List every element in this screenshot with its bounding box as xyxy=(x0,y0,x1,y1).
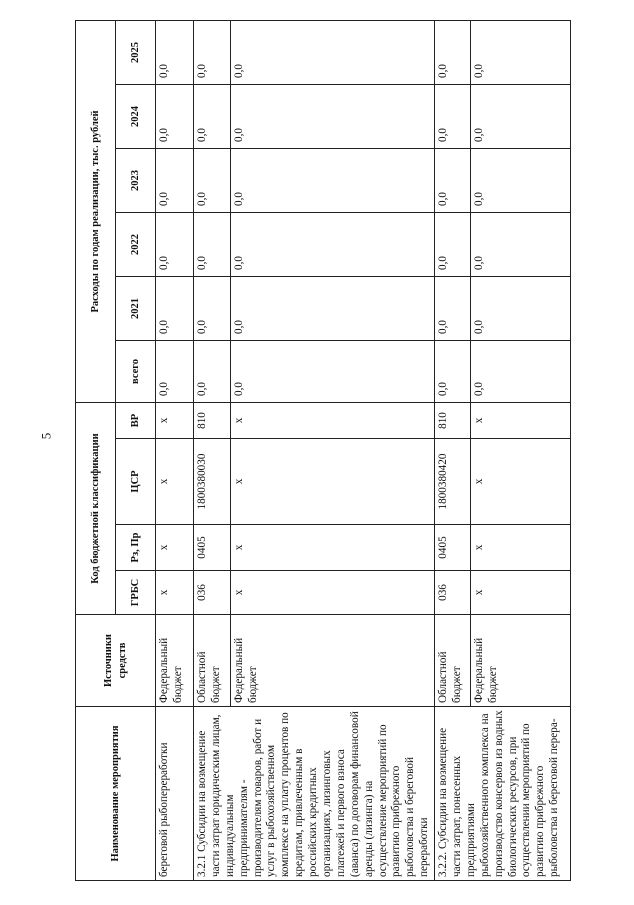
grbs-cell: х xyxy=(156,571,194,615)
table-row xyxy=(435,20,471,880)
source-cell: Федеральный бюджет xyxy=(471,615,571,707)
rzpr-cell: х xyxy=(156,525,194,571)
measure-name-3-2-1: 3.2.1 Субсидии на возмещение части затрат юридическим лицам, индивидуальным предпринимателям - производителям товаров, работ и услуг в рыбохозяйственном комплексе на уплату процентов по кредитам, привлеченным в российских кредитных организациях, лизинговых платежей и первого взноса (аванса) по договорам финансовой аренды (лизинга) на осуществление мероприятий по развитию прибрежного рыболовства и береговой переработки xyxy=(194,707,435,881)
vr-cell: х xyxy=(231,402,435,438)
vr-cell: 810 xyxy=(435,402,471,438)
value-2022: 0,0 xyxy=(231,212,435,276)
grbs-cell: 036 xyxy=(194,571,231,615)
measure-name-3-2-2: 3.2.2. Субсидии на возмещение части затрат, понесенных предприятиями рыбохозяйственного комплекса на производство консервов из водных биологических ресурсов, при осуществлении мероприятий по развитию прибрежного рыболовства и береговой перера- xyxy=(435,707,571,881)
value-2025: 0,0 xyxy=(231,20,435,84)
vr-cell: 810 xyxy=(194,402,231,438)
header-2023: 2023 xyxy=(116,148,156,212)
value-total: 0,0 xyxy=(231,340,435,402)
rotated-table-container xyxy=(75,21,590,881)
header-name: Наименование мероприятия xyxy=(76,707,156,881)
value-2024: 0,0 xyxy=(156,84,194,148)
value-2024: 0,0 xyxy=(471,84,571,148)
value-2021: 0,0 xyxy=(194,276,231,340)
source-cell: Федеральный бюджет xyxy=(156,615,194,707)
value-2025: 0,0 xyxy=(194,20,231,84)
table-row xyxy=(194,20,231,880)
vr-cell: х xyxy=(156,402,194,438)
value-2021: 0,0 xyxy=(435,276,471,340)
value-2023: 0,0 xyxy=(194,148,231,212)
value-2025: 0,0 xyxy=(471,20,571,84)
value-2021: 0,0 xyxy=(231,276,435,340)
csr-cell: х xyxy=(471,439,571,525)
header-rzpr: Рз, Пр xyxy=(116,525,156,571)
value-2021: 0,0 xyxy=(471,276,571,340)
value-2023: 0,0 xyxy=(156,148,194,212)
value-2022: 0,0 xyxy=(435,212,471,276)
value-2022: 0,0 xyxy=(194,212,231,276)
rzpr-cell: 0405 xyxy=(194,525,231,571)
budget-table xyxy=(75,20,571,881)
rzpr-cell: х xyxy=(471,525,571,571)
csr-cell: х xyxy=(231,439,435,525)
header-2025: 2025 xyxy=(116,20,156,84)
rzpr-cell: 0405 xyxy=(435,525,471,571)
page-number: 5 xyxy=(38,432,54,440)
value-2023: 0,0 xyxy=(231,148,435,212)
value-2025: 0,0 xyxy=(156,20,194,84)
value-2022: 0,0 xyxy=(471,212,571,276)
header-2021: 2021 xyxy=(116,276,156,340)
source-cell: Областной бюджет xyxy=(435,615,471,707)
header-budget-code: Код бюджетной классификации xyxy=(76,402,116,614)
value-total: 0,0 xyxy=(471,340,571,402)
grbs-cell: х xyxy=(231,571,435,615)
header-total: всего xyxy=(116,340,156,402)
header-vr: ВР xyxy=(116,402,156,438)
header-sources: Источники средств xyxy=(76,615,156,707)
value-total: 0,0 xyxy=(194,340,231,402)
source-cell: Федеральный бюджет xyxy=(231,615,435,707)
table-row xyxy=(156,20,194,880)
value-2025: 0,0 xyxy=(435,20,471,84)
header-expenses: Расходы по годам реализации, тыс. рублей xyxy=(76,20,116,402)
header-grbs: ГРБС xyxy=(116,571,156,615)
value-2023: 0,0 xyxy=(435,148,471,212)
value-2023: 0,0 xyxy=(471,148,571,212)
csr-cell: 1800380030 xyxy=(194,439,231,525)
value-2024: 0,0 xyxy=(231,84,435,148)
value-2024: 0,0 xyxy=(435,84,471,148)
value-total: 0,0 xyxy=(435,340,471,402)
value-total: 0,0 xyxy=(156,340,194,402)
value-2021: 0,0 xyxy=(156,276,194,340)
header-2024: 2024 xyxy=(116,84,156,148)
value-2024: 0,0 xyxy=(194,84,231,148)
grbs-cell: 036 xyxy=(435,571,471,615)
source-cell: Областной бюджет xyxy=(194,615,231,707)
grbs-cell: х xyxy=(471,571,571,615)
vr-cell: х xyxy=(471,402,571,438)
csr-cell: х xyxy=(156,439,194,525)
header-csr: ЦСР xyxy=(116,439,156,525)
measure-name-cont: береговой рыбопереработки xyxy=(156,707,194,881)
rzpr-cell: х xyxy=(231,525,435,571)
header-2022: 2022 xyxy=(116,212,156,276)
value-2022: 0,0 xyxy=(156,212,194,276)
csr-cell: 1800380420 xyxy=(435,439,471,525)
